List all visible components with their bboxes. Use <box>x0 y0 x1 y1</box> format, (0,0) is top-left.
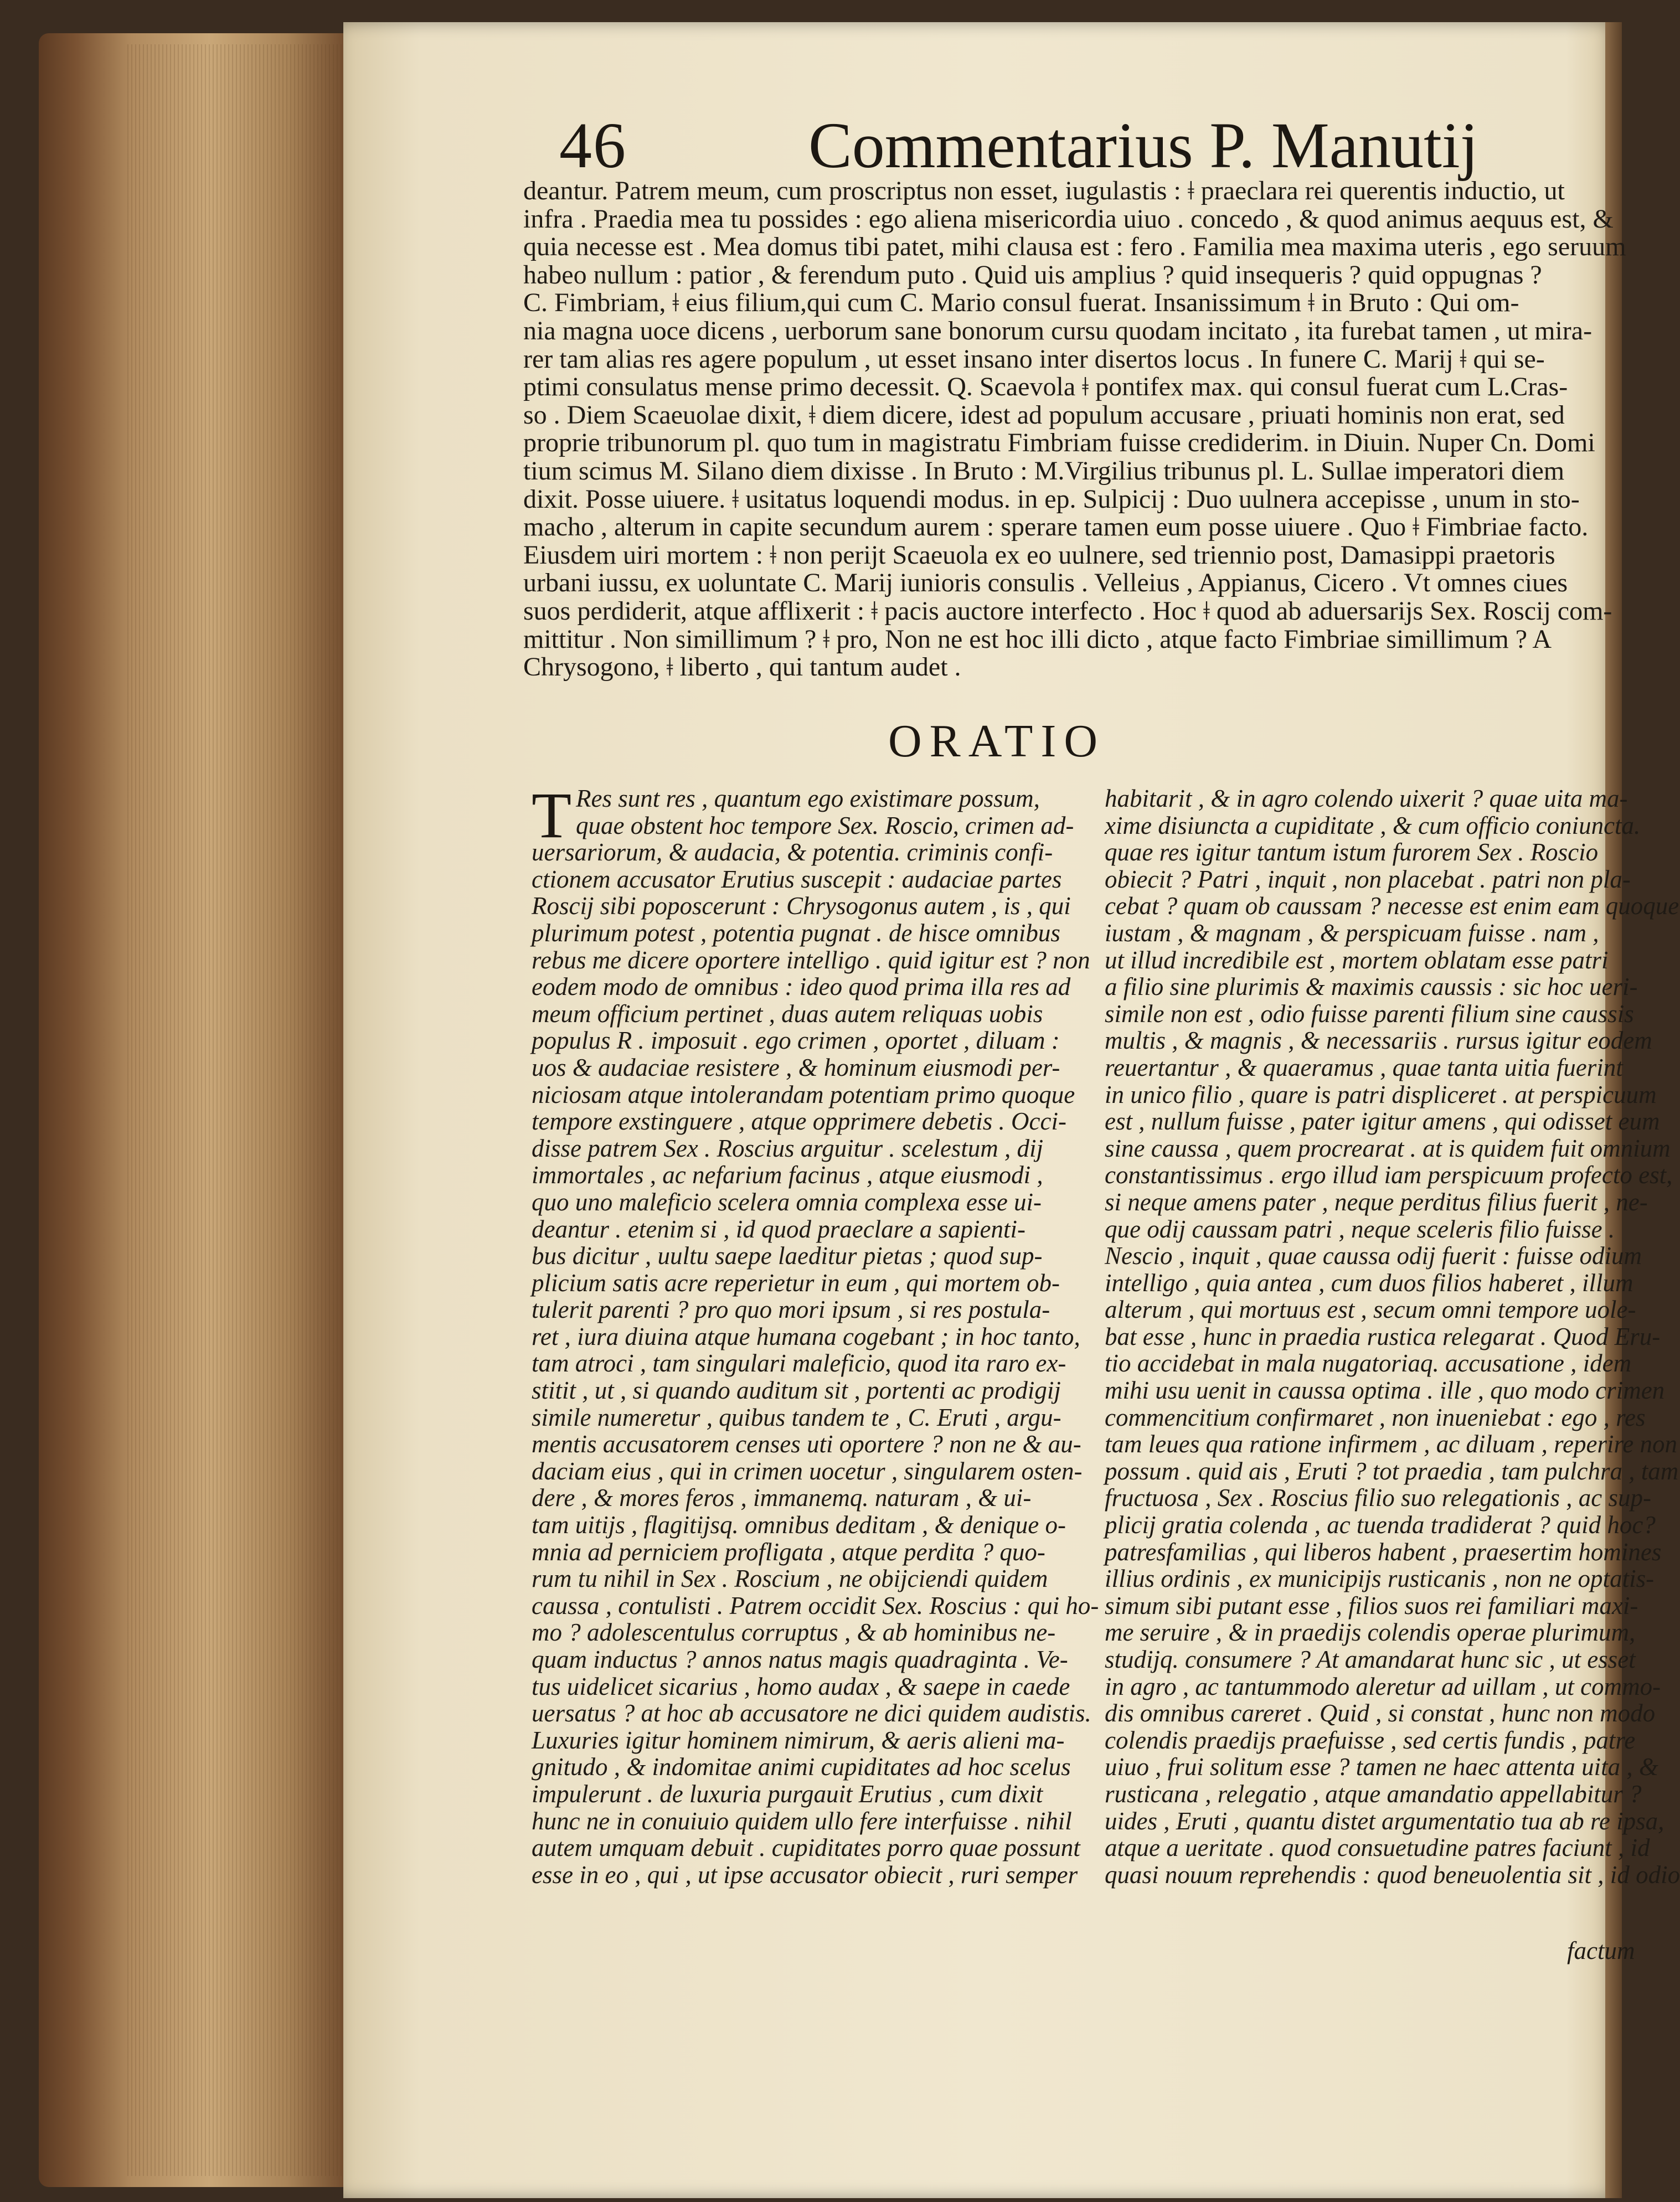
column-line: simile non est , odio fuisse parenti filium sine caussis <box>1105 999 1634 1028</box>
column-line: si neque amens pater , neque perditus filius fuerit , ne- <box>1105 1188 1648 1216</box>
column-line: autem umquam debuit . cupiditates porro quae possunt <box>532 1834 1080 1862</box>
commentary-line: mittitur . Non simillimum ? ǂ pro, Non ne est hoc illi dicto , atque facto Fimbriae simillimum ? A <box>523 624 1552 654</box>
column-line: dis omnibus careret . Quid , si constat , hunc non modo <box>1105 1699 1656 1727</box>
column-line: quasi nouum reprehendis : quod beneuolentia sit , id odio <box>1105 1860 1680 1889</box>
column-line: rum tu nihil in Sex . Roscium , ne obijciendi quidem <box>532 1565 1048 1593</box>
column-line: intelligo , quia antea , cum duos filios haberet , illum <box>1105 1268 1633 1297</box>
column-line: in unico filio , quare is patri displiceret . at perspicuum <box>1105 1080 1657 1108</box>
column-line: a filio sine plurimis & maximis caussis : sic hoc ueri- <box>1105 973 1638 1001</box>
commentary-line: Chrysogono, ǂ liberto , qui tantum audet . <box>523 652 961 682</box>
column-line: hunc ne in conuiuio quidem ullo fere interfuisse . nihil <box>532 1807 1072 1835</box>
column-line: uides , Eruti , quantu distet argumentatio tua ab re ipsa, <box>1105 1807 1664 1835</box>
column-line: iustam , & magnam , & perspicuam fuisse . nam , <box>1105 919 1599 947</box>
column-line: plurimum potest , potentia pugnat . de hisce omnibus <box>532 919 1060 947</box>
column-line: quo uno maleficio scelera omnia complexa esse ui- <box>532 1188 1042 1216</box>
column-line: dere , & mores feros , immanemq. naturam , & ui- <box>532 1484 1032 1512</box>
column-line: tam leues qua ratione infirmem , ac diluam , reperire non <box>1105 1430 1678 1458</box>
column-line: est , nullum fuisse , pater igitur amens , qui odisset eum <box>1105 1107 1660 1136</box>
column-line: mihi usu uenit in caussa optima . ille , quo modo crimen <box>1105 1376 1665 1405</box>
column-line: impulerunt . de luxuria purgauit Erutius , cum dixit <box>532 1780 1043 1808</box>
column-line: studijq. consumere ? At amandarat hunc sic , ut esset <box>1105 1646 1636 1673</box>
column-line: bus dicitur , uultu saepe laeditur pietas ; quod sup- <box>532 1242 1043 1270</box>
column-line: tulerit parenti ? pro quo mori ipsum , si res postula- <box>532 1296 1050 1324</box>
column-line: plicij gratia colenda , ac tuenda tradiderat ? quid hoc? <box>1105 1511 1656 1539</box>
column-line: uersariorum, & audacia, & potentia. criminis confi- <box>532 838 1053 867</box>
column-line: fructuosa , Sex . Roscius filio suo relegationis , ac sup- <box>1105 1484 1651 1512</box>
commentary-line: ptimi consulatus mense primo decessit. Q. Scaevola ǂ pontifex max. qui consul fuerat cum L.Cras- <box>523 372 1568 402</box>
column-line: tus uidelicet sicarius , homo audax , & saepe in caede <box>532 1672 1070 1700</box>
catchword: factum <box>1567 1937 1635 1964</box>
column-line: populus R . imposuit . ego crimen , oportet , diluam : <box>532 1027 1060 1055</box>
column-line: plicium satis acre reperietur in eum , qui mortem ob- <box>532 1268 1060 1297</box>
column-line: Luxuries igitur hominem nimirum, & aeris alieni ma- <box>532 1726 1065 1754</box>
column-line: obiecit ? Patri , inquit , non placebat . patri non pla- <box>1105 865 1631 893</box>
column-line: eodem modo de omnibus : ideo quod prima illa res ad <box>532 973 1071 1001</box>
column-line: reuertantur , & quaeramus , quae tanta uitia fuerint <box>1105 1053 1623 1081</box>
commentary-line: rer tam alias res agere populum , ut esset insano inter disertos locus . In funere C. Marij ǂ qui se- <box>523 344 1545 374</box>
commentary-line: infra . Praedia mea tu possides : ego aliena misericordia uiuo . concedo , & quod animus aequus est, & <box>523 204 1614 234</box>
column-line: colendis praedijs praefuisse , sed certis fundis , patre <box>1105 1726 1636 1754</box>
column-line: ret , iura diuina atque humana cogebant ; in hoc tanto, <box>532 1322 1080 1350</box>
commentary-line: urbani iussu, ex uoluntate C. Marij iunioris consulis . Velleius , Appianus, Cicero . Vt omnes ciues <box>523 568 1568 598</box>
column-line: Nescio , inquit , quae caussa odij fuerit : fuisse odium <box>1105 1242 1642 1270</box>
column-line: tio accidebat in mala nugatoriaq. accusatione , idem <box>1105 1349 1632 1378</box>
column-line: quae res igitur tantum istum furorem Sex . Roscio <box>1105 838 1599 867</box>
column-line: disse patrem Sex . Roscius arguitur . scelestum , dij <box>532 1134 1044 1162</box>
column-line: deantur . etenim si , id quod praeclare a sapienti- <box>532 1215 1025 1243</box>
page-edge-texture <box>127 44 349 2176</box>
column-line: immortales , ac nefarium facinus , atque eiusmodi , <box>532 1161 1043 1189</box>
column-line: gnitudo , & indomitae animi cupiditates ad hoc scelus <box>532 1753 1071 1781</box>
column-line: que odij caussam patri , neque sceleris filio fuisse . <box>1105 1215 1615 1243</box>
column-line: ut illud incredibile est , mortem oblatam esse patri <box>1105 946 1609 974</box>
column-line: in agro , ac tantummodo aleretur ad uillam , ut commo- <box>1105 1672 1661 1700</box>
column-line: tam uitijs , flagitijsq. omnibus deditam , & denique o- <box>532 1511 1066 1539</box>
column-line: illius ordinis , ex municipijs rusticanis , non ne optatis- <box>1105 1565 1655 1593</box>
commentary-line: dixit. Posse uiuere. ǂ usitatus loquendi modus. in ep. Sulpicij : Duo uulnera accepisse , unum in sto- <box>523 484 1580 514</box>
column-line: meum officium pertinet , duas autem reliquas uobis <box>532 999 1043 1028</box>
column-line: uersatus ? at hoc ab accusatore ne dici quidem audistis. <box>532 1699 1091 1727</box>
commentary-line: tium scimus M. Silano diem dixisse . In Bruto : M.Virgilius tribunus pl. L. Sullae imperatori diem <box>523 456 1565 486</box>
commentary-line: quia necesse est . Mea domus tibi patet, mihi clausa est : fero . Familia mea maxima uteris , ego seruum <box>523 232 1626 262</box>
column-line: Roscij sibi poposcerunt : Chrysogonus autem , is , qui <box>532 892 1071 920</box>
column-line: caussa , contulisti . Patrem occidit Sex. Roscius : qui ho- <box>532 1591 1099 1620</box>
commentary-line: C. Fimbriam, ǂ eius filium,qui cum C. Mario consul fuerat. Insanissimum ǂ in Bruto : Qui om- <box>523 288 1519 318</box>
running-title: Commentarius P. Manutij <box>808 109 1478 182</box>
column-line: stitit , ut , si quando auditum sit , portenti ac prodigij <box>532 1376 1061 1405</box>
column-line: daciam eius , qui in crimen uocetur , singularem osten- <box>532 1457 1083 1485</box>
commentary-line: so . Diem Scaeuolae dixit, ǂ diem dicere, idest ad populum accusare , priuati hominis non erat, sed <box>523 400 1565 430</box>
oratio-heading: ORATIO <box>888 715 1105 767</box>
column-line: quae obstent hoc tempore Sex. Roscio, crimen ad- <box>576 811 1074 839</box>
column-line: Res sunt res , quantum ego existimare possum, <box>576 785 1040 812</box>
column-line: mentis accusatorem censes uti oportere ? non ne & au- <box>532 1430 1081 1458</box>
commentary-line: proprie tribunorum pl. quo tum in magistratu Fimbriam fuisse crediderim. in Diuin. Nuper Cn. Domi <box>523 428 1595 458</box>
column-line: niciosam atque intolerandam potentiam primo quoque <box>532 1080 1075 1108</box>
column-line: uos & audaciae resistere , & hominum eiusmodi per- <box>532 1053 1060 1081</box>
column-line: mo ? adolescentulus corruptus , & ab hominibus ne- <box>532 1618 1056 1647</box>
column-line: uiuo , frui solitum esse ? tamen ne haec attenta uita , & <box>1105 1753 1658 1781</box>
column-line: mnia ad perniciem profligata , atque perdita ? quo- <box>532 1538 1045 1566</box>
commentary-block <box>523 176 1626 682</box>
column-line: quam inductus ? annos natus magis quadraginta . Ve- <box>532 1646 1068 1673</box>
column-line: xime disiuncta a cupiditate , & cum officio coniuncta. <box>1105 811 1641 839</box>
column-line: me seruire , & in praedijs colendis operae plurimum, <box>1105 1618 1636 1647</box>
column-line: patresfamilias , qui liberos habent , praesertim homines <box>1105 1538 1662 1566</box>
column-line: tempore exstinguere , atque opprimere debetis . Occi- <box>532 1107 1066 1136</box>
column-line: possum . quid ais , Eruti ? tot praedia , tam pulchra , tam <box>1105 1457 1679 1485</box>
commentary-line: habeo nullum : patior , & ferendum puto . Quid uis amplius ? quid insequeris ? quid oppugnas ? <box>523 260 1542 290</box>
column-line: ctionem accusator Erutius suscepit : audaciae partes <box>532 865 1062 893</box>
oratio-left-column <box>532 779 1099 1889</box>
oratio-right-column <box>1105 785 1680 1889</box>
column-line: simile numeretur , quibus tandem te , C. Eruti , argu- <box>532 1403 1061 1431</box>
commentary-line: deantur. Patrem meum, cum proscriptus non esset, iugulastis : ǂ praeclara rei querentis inductio, ut <box>523 176 1565 205</box>
column-line: atque a ueritate . quod consuetudine patres faciunt , id <box>1105 1834 1650 1862</box>
column-line: tam atroci , tam singulari maleficio, quod ita raro ex- <box>532 1349 1066 1378</box>
column-line: esse in eo , qui , ut ipse accusator obiecit , ruri semper <box>532 1860 1078 1889</box>
commentary-line: nia magna uoce dicens , uerborum sane bonorum cursu quodam incitato , ita furebat tamen , ut mira- <box>523 316 1593 345</box>
commentary-line: Eiusdem uiri mortem : ǂ non perijt Scaeuola ex eo uulnere, sed triennio post, Damasippi praetoris <box>523 540 1555 570</box>
column-line: multis , & magnis , & necessariis . rursus igitur eodem <box>1105 1027 1652 1055</box>
commentary-line: suos perdiderit, atque afflixerit : ǂ pacis auctore interfecto . Hoc ǂ quod ab aduersarijs Sex. Roscij com- <box>523 596 1612 626</box>
drop-cap: T <box>532 779 572 852</box>
commentary-line: macho , alterum in capite secundum aurem : sperare tamen eum posse uiuere . Quo ǂ Fimbriae facto. <box>523 512 1589 542</box>
column-line: rusticana , relegatio , atque amandatio appellabitur ? <box>1105 1780 1642 1808</box>
column-line: habitarit , & in agro colendo uixerit ? quae uita ma- <box>1105 785 1628 812</box>
column-line: sine caussa , quem procrearat . at is quidem fuit omnium <box>1105 1134 1671 1162</box>
column-line: constantissimus . ergo illud iam perspicuum profecto est, <box>1105 1161 1673 1189</box>
page-number: 46 <box>559 109 627 182</box>
column-line: alterum , qui mortuus est , secum omni tempore uole- <box>1105 1296 1636 1324</box>
column-line: bat esse , hunc in praedia rustica relegarat . Quod Eru- <box>1105 1322 1661 1350</box>
column-line: commencitium confirmaret , non inueniebat : ego , res <box>1105 1403 1646 1431</box>
column-line: cebat ? quam ob caussam ? necesse est enim eam quoque <box>1105 892 1679 920</box>
column-line: simum sibi putant esse , filios suos rei familiari maxi- <box>1105 1591 1638 1620</box>
column-line: rebus me dicere oportere intelligo . quid igitur est ? non <box>532 946 1090 974</box>
